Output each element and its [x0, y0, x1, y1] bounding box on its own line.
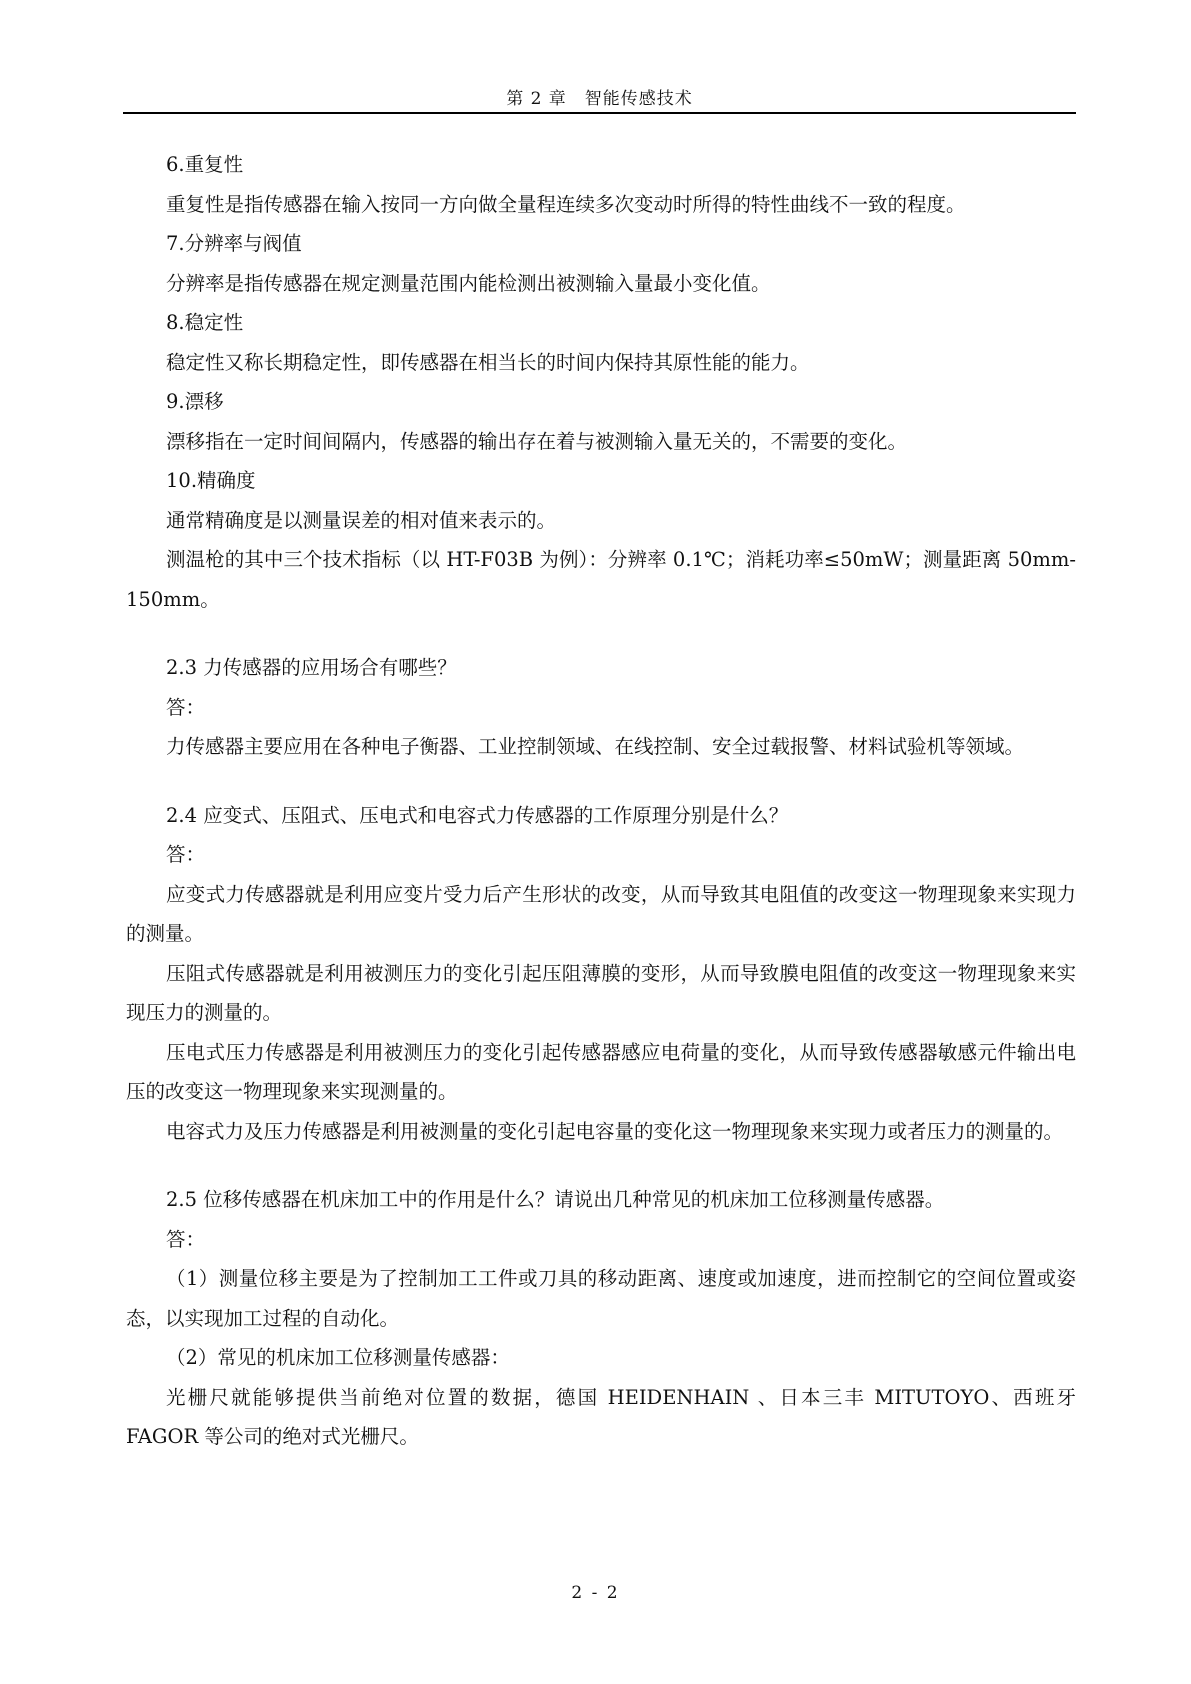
header-title: 第 2 章 智能传感技术 [506, 89, 693, 109]
answer-2-3: 力传感器主要应用在各种电子衡器、工业控制领域、在线控制、安全过载报警、材料试验机等领域。 [166, 735, 1025, 758]
answer-label-2-4: 答： [166, 843, 206, 866]
answer-label-2-5: 答： [166, 1227, 206, 1251]
displacement-purpose: （1）测量位移主要是为了控制加工工件或刀具的移动距离、速度或加速度，进而控制它的空间位置或姿态，以实现加工过程的自动化。 [126, 1267, 1076, 1330]
piezoelectric-sensor-principle: 压电式压力传感器是利用被测压力的变化引起传感器感应电荷量的变化，从而导致传感器敏感元件输出电压的改变这一物理现象来实现测量的。 [126, 1040, 1076, 1103]
resolution-heading: 7.分辨率与阀值 [166, 232, 302, 255]
piezoresistive-sensor-principle: 压阻式传感器就是利用被测压力的变化引起压阻薄膜的变形，从而导致膜电阻值的改变这一物理现象来实现压力的测量的。 [126, 961, 1076, 1024]
resolution-text: 分辨率是指传感器在规定测量范围内能检测出被测输入量最小变化值。 [166, 271, 771, 295]
answer-label-2-3: 答： [166, 695, 206, 719]
accuracy-heading: 10.精确度 [166, 469, 256, 492]
repeatability-heading: 6.重复性 [166, 153, 244, 176]
grating-scale-text: 光栅尺就能够提供当前绝对位置的数据，德国 HEIDENHAIN 、日本三丰 MITUTOYO、西班牙 FAGOR 等公司的绝对式光栅尺。 [126, 1385, 1076, 1448]
repeatability-text: 重复性是指传感器在输入按同一方向做全量程连续多次变动时所得的特性曲线不一致的程度。 [166, 192, 966, 216]
capacitive-sensor-principle: 电容式力及压力传感器是利用被测量的变化引起电容量的变化这一物理现象来实现力或者压力的测量的。 [166, 1119, 1064, 1143]
stability-heading: 8.稳定性 [166, 311, 244, 334]
thermometer-specs: 测温枪的其中三个技术指标（以 HT-F03B 为例）：分辨率 0.1℃；消耗功率≤50mW；测量距离 50mm-150mm。 [126, 548, 1076, 611]
question-2-4: 2.4 应变式、压阻式、压电式和电容式力传感器的工作原理分别是什么？ [166, 803, 789, 827]
section-gap [126, 619, 1076, 648]
section-gap [126, 1151, 1076, 1180]
page-content [126, 145, 1076, 1457]
stability-text: 稳定性又称长期稳定性，即传感器在相当长的时间内保持其原性能的能力。 [166, 350, 810, 374]
drift-heading: 9.漂移 [166, 390, 224, 413]
accuracy-text: 通常精确度是以测量误差的相对值来表示的。 [166, 508, 557, 532]
page-number: 2 - 2 [571, 1583, 620, 1603]
question-2-3: 2.3 力传感器的应用场合有哪些？ [166, 656, 457, 679]
section-gap [126, 767, 1076, 796]
page-header [123, 82, 1076, 114]
question-2-5: 2.5 位移传感器在机床加工中的作用是什么？请说出几种常见的机床加工位移测量传感器。 [166, 1188, 945, 1211]
drift-text: 漂移指在一定时间间隔内，传感器的输出存在着与被测输入量无关的，不需要的变化。 [166, 429, 908, 453]
common-sensors-label: （2）常见的机床加工位移测量传感器： [166, 1346, 510, 1369]
strain-sensor-principle: 应变式力传感器就是利用应变片受力后产生形状的改变，从而导致其电阻值的改变这一物理现象来实现力的测量。 [126, 882, 1076, 945]
